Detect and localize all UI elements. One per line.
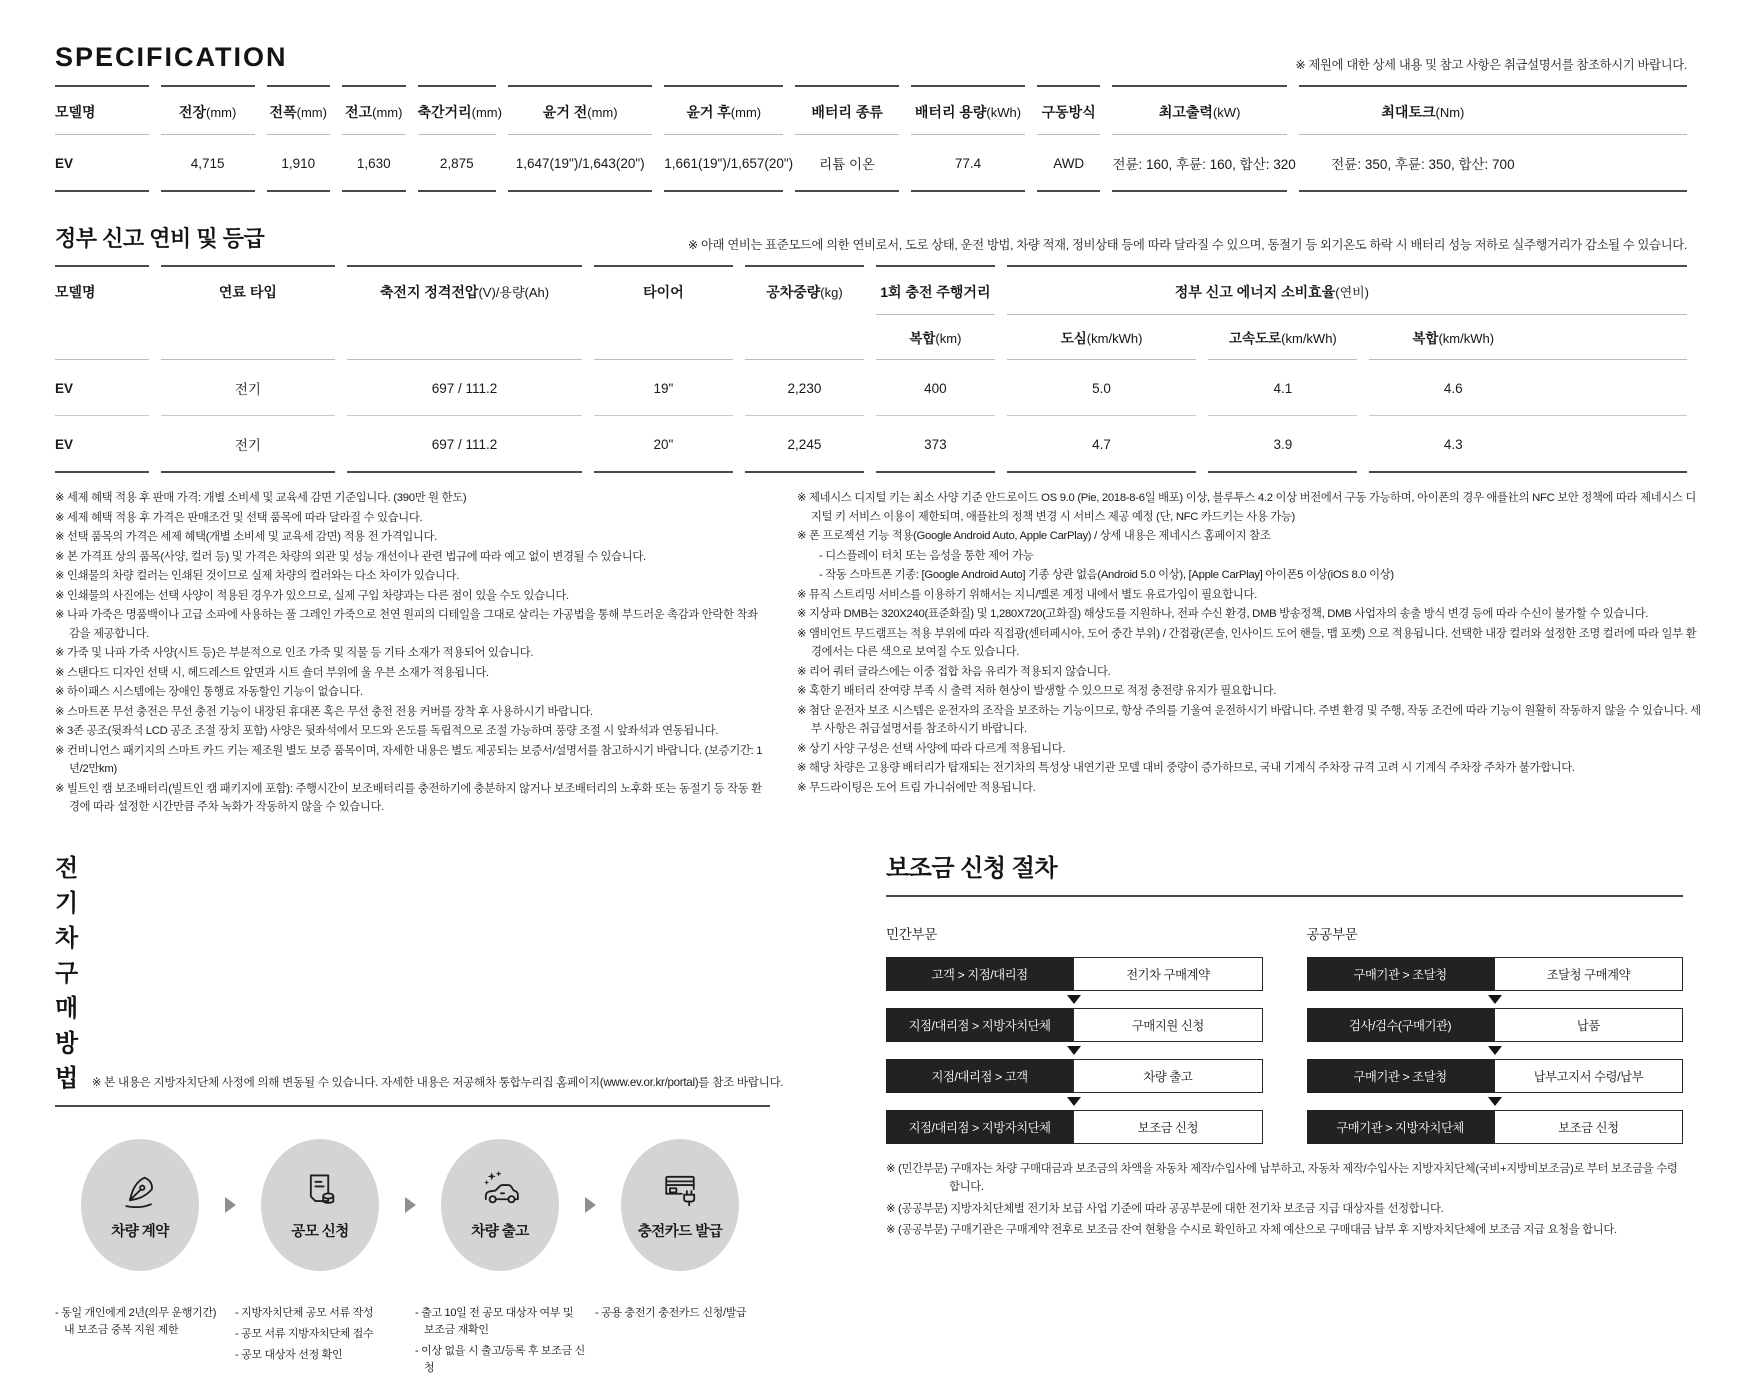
footnote: ※ 해당 차량은 고용량 배터리가 탑재되는 전기차의 특성상 내연기관 모델 대비 중량이 증가하므로, 국내 기계식 주차장 규격 고려 시 기계식 주차장 주차가 불가합니다. xyxy=(797,762,1575,775)
flow-action: 보조금 신청 xyxy=(1494,1110,1683,1144)
footnote: ※ 리어 쿼터 글라스에는 이중 접합 차음 유리가 적용되지 않습니다. xyxy=(797,665,1111,678)
footnote: ※ (공공부문) 지방자치단체별 전기차 보급 사업 기준에 따라 공공부문에 대한 전기차 보조금 지급 대상자를 선정합니다. xyxy=(886,1202,1444,1215)
cell-drivetrain: AWD xyxy=(1037,135,1101,192)
cell-eff-combined: 4.3 xyxy=(1369,416,1687,473)
footnote: ※ 세제 혜택 적용 후 가격은 판매조건 및 선택 품목에 따라 달라질 수 있습니다. xyxy=(55,511,423,524)
step-circle xyxy=(261,1139,379,1271)
subsidy-title: 보조금 신청 절차 xyxy=(886,854,1058,882)
footnote: ※ (민간부문) 구매자는 차량 구매대금과 보조금의 차액을 자동차 제작/수입사에 납부하고, 자동차 제작/수입사는 지방자치단체(국비+지방비보조금)로 부터 보조금을 수령합니다. xyxy=(886,1162,1678,1194)
col-model: 모델명 xyxy=(55,265,149,360)
arrow-right-icon xyxy=(405,1139,415,1213)
step-label: 차량 계약 xyxy=(111,1223,169,1240)
subsidy-flows xyxy=(886,923,1683,1144)
cell-model: EV xyxy=(55,416,149,473)
flow-actor: 구매기관 > 조달청 xyxy=(1307,1059,1494,1093)
cell-max-power: 전륜: 160, 후륜: 160, 합산: 320 xyxy=(1112,135,1286,192)
flow-action: 구매지원 신청 xyxy=(1073,1008,1262,1042)
cell-fuel-type: 전기 xyxy=(161,416,335,473)
purchase-step-details xyxy=(55,1305,770,1381)
subsidy-notes xyxy=(886,1160,1683,1240)
step-detail-apply xyxy=(235,1305,405,1381)
footnote: ※ 스마트폰 무선 충전은 무선 충전 기능이 내장된 휴대폰 혹은 무선 충전 전용 커버를 장착 후 사용하시기 바랍니다. xyxy=(55,705,593,718)
footnote: ※ 3존 공조(뒷좌석 LCD 공조 조절 장치 포함) 사양은 뒷좌석에서 모드와 온도를 독립적으로 조절 가능하며 풍량 조절 시 앞좌석과 연동됩니다. xyxy=(55,725,719,738)
col-max-power: 최고출력(kW) xyxy=(1112,85,1286,135)
flow-action: 보조금 신청 xyxy=(1073,1110,1262,1144)
arrow-down-icon xyxy=(1067,995,1081,1004)
flow-actor: 고객 > 지점/대리점 xyxy=(886,957,1073,991)
col-height: 전고(mm) xyxy=(342,85,406,135)
col-track-rear: 윤거 후(mm) xyxy=(664,85,783,135)
cell-model: EV xyxy=(55,135,149,192)
col-range-combined: 복합(km) xyxy=(876,315,995,360)
footnote: ※ 제네시스 디지털 키는 최소 사양 기준 안드로이드 OS 9.0 (Pie, 2018-8-6일 배포) 이상, 블루투스 4.2 이상 버전에서 구동 가능하며, 아이폰의 경우 애플社의 NFC 보안 정책에 따라 제네시스 디지털 키 서비스 이용이 제한되며, 애플社의 정책 변경 시 서비스 제공 예정 (단, NFC 카드키는 사용 가능) xyxy=(797,492,1696,523)
flow-row xyxy=(1307,957,1684,991)
step-detail-charge-card xyxy=(595,1305,765,1381)
col-max-torque: 최대토크(Nm) xyxy=(1299,85,1687,135)
cell-battery-capacity: 77.4 xyxy=(911,135,1025,192)
col-eff-highway: 고속도로(km/kWh) xyxy=(1208,315,1357,360)
spec-header xyxy=(55,42,1687,73)
step-label: 충전카드 발급 xyxy=(637,1223,723,1240)
table-row xyxy=(55,135,1687,192)
arrow-right-icon xyxy=(225,1139,235,1213)
footnote: ※ 폰 프로젝션 기능 적용(Google Android Auto, Apple CarPlay) / 상세 내용은 제네시스 홈페이지 참조 xyxy=(797,530,1271,543)
fuel-table xyxy=(43,265,1699,473)
cell-eff-city: 5.0 xyxy=(1007,360,1196,416)
purchase-header xyxy=(55,848,784,1093)
cell-eff-highway: 3.9 xyxy=(1208,416,1357,473)
flow-row xyxy=(886,1110,1263,1144)
detail-item: - 출고 10일 전 공모 대상자 여부 및 보조금 재확인 xyxy=(415,1306,574,1336)
cell-range: 400 xyxy=(876,360,995,416)
flow-action: 납부고지서 수령/납부 xyxy=(1494,1059,1683,1093)
footnote: ※ 뮤직 스트리밍 서비스를 이용하기 위해서는 지니/멜론 계정 내에서 별도 유료가입이 필요합니다. xyxy=(797,588,1257,601)
footnote: ※ 지상파 DMB는 320X240(표준화질) 및 1,280X720(고화질) 해상도를 지원하나, 전파 수신 환경, DMB 방송정책, DMB 사업자의 송출 방식 변경 등에 따라 수신이 불가할 수 있습니다. xyxy=(797,608,1649,621)
footnote: - 디스플레이 터치 또는 음성을 통한 제어 가능 xyxy=(819,549,1034,562)
detail-item: - 공모 대상자 선정 확인 xyxy=(235,1348,343,1361)
footnote: ※ 본 가격표 상의 품목(사양, 컬러 등) 및 가격은 차량의 외관 및 성능 개선이나 관련 법규에 따라 예고 없이 변경될 수 있습니다. xyxy=(55,550,646,563)
footnotes-left xyxy=(55,489,767,818)
footnote: ※ 첨단 운전자 보조 시스템은 운전자의 조작을 보조하는 기능이므로, 항상 주의를 기울여 운전하시기 바랍니다. 주변 환경 및 주행, 작동 조건에 따라 기능이 원활히 작동하지 않을 수 있습니다. 세부 사항은 취급설명서를 참조하시기 바랍니다. xyxy=(797,704,1701,736)
step-delivery xyxy=(415,1139,585,1271)
bottom-sections xyxy=(55,848,1687,1381)
col-eff-combined: 복합(km/kWh) xyxy=(1369,315,1687,360)
table-row xyxy=(55,416,1687,473)
divider xyxy=(55,1105,770,1107)
step-detail-delivery xyxy=(415,1305,585,1381)
footnote: ※ 선택 품목의 가격은 세제 혜택(개별 소비세 및 교육세 감면) 적용 전 가격입니다. xyxy=(55,531,437,544)
flow-row xyxy=(1307,1110,1684,1144)
cell-tire: 20" xyxy=(594,416,733,473)
col-tire: 타이어 xyxy=(594,265,733,360)
footnote: ※ 컨비니언스 패키지의 스마트 카드 키는 제조원 별도 보증 품목이며, 자세한 내용은 별도 제공되는 보증서/설명서를 참고하시기 바랍니다. (보증기간: 1년/2만km) xyxy=(55,744,763,776)
arrow-down-icon xyxy=(1488,1046,1502,1055)
footnote: ※ 앰비언트 무드램프는 적용 부위에 따라 직접광(센터페시아, 도어 중간 부위) / 간접광(콘솔, 인사이드 도어 핸들, 맵 포켓) 으로 적용됩니다. 선택한 내장 컬러와 설정한 조명 컬러에 따라 일부 환경에서는 다른 색으로 보여질 수도 있습니다. xyxy=(797,627,1697,659)
footnotes xyxy=(55,489,1701,818)
col-wheelbase: 축간거리(mm) xyxy=(418,85,497,135)
col-battery-type: 배터리 종류 xyxy=(795,85,899,135)
step-contract xyxy=(55,1139,225,1271)
col-width: 전폭(mm) xyxy=(267,85,331,135)
arrow-down-icon xyxy=(1488,995,1502,1004)
footnote: ※ 혹한기 배터리 잔여량 부족 시 출력 저하 현상이 발생할 수 있으므로 적정 충전량 유지가 필요합니다. xyxy=(797,685,1277,698)
col-drivetrain: 구동방식 xyxy=(1037,85,1101,135)
step-circle xyxy=(81,1139,199,1271)
footnote: - 작동 스마트폰 기종: [Google Android Auto] 기종 상관 없음(Android 5.0 이상), [Apple CarPlay] 아이폰5 이상(iOS 8.0 이상) xyxy=(819,569,1394,582)
step-circle xyxy=(441,1139,559,1271)
fuel-title: 정부 신고 연비 및 등급 xyxy=(55,226,265,251)
flow-action: 차량 출고 xyxy=(1073,1059,1262,1093)
cell-curb-weight: 2,230 xyxy=(745,360,864,416)
subsidy-header xyxy=(886,848,1683,883)
step-circle xyxy=(621,1139,739,1271)
detail-item: - 동일 개인에게 2년(의무 운행기간) 내 보조금 중복 지원 제한 xyxy=(55,1306,217,1336)
fuel-table-wrap xyxy=(43,265,1699,473)
purchase-title: 전기차 구매방법 xyxy=(55,854,78,1092)
flow-action: 조달청 구매계약 xyxy=(1494,957,1683,991)
flow-actor: 지점/대리점 > 지방자치단체 xyxy=(886,1110,1073,1144)
step-detail-contract xyxy=(55,1305,225,1381)
flow-row xyxy=(886,957,1263,991)
arrow-down-icon xyxy=(1488,1097,1502,1106)
col-track-front: 윤거 전(mm) xyxy=(508,85,652,135)
cell-length: 4,715 xyxy=(161,135,255,192)
footnote: ※ 세제 혜택 적용 후 판매 가격: 개별 소비세 및 교육세 감면 기준입니다. (390만 원 한도) xyxy=(55,492,467,504)
purchase-note: ※ 본 내용은 지방자치단체 사정에 의해 변동될 수 있습니다. 자세한 내용은 저공해차 통합누리집 홈페이지(www.ev.or.kr/portal)를 참조 바랍니다. xyxy=(91,1075,784,1089)
fuel-header-row1 xyxy=(55,265,1687,315)
flow-row xyxy=(886,1059,1263,1093)
cell-curb-weight: 2,245 xyxy=(745,416,864,473)
flow-action: 전기차 구매계약 xyxy=(1073,957,1262,991)
cell-battery-voltage: 697 / 111.2 xyxy=(347,360,582,416)
cell-width: 1,910 xyxy=(267,135,331,192)
flow-actor: 지점/대리점 > 지방자치단체 xyxy=(886,1008,1073,1042)
detail-item: - 공모 서류 지방자치단체 접수 xyxy=(235,1327,374,1340)
cell-eff-highway: 4.1 xyxy=(1208,360,1357,416)
footnote: ※ 하이패스 시스템에는 장애인 통행료 자동할인 기능이 없습니다. xyxy=(55,686,363,699)
cell-battery-type: 리튬 이온 xyxy=(795,135,899,192)
fuel-note: ※ 아래 연비는 표준모드에 의한 연비로서, 도로 상태, 운전 방법, 차량 적재, 정비상태 등에 따라 달라질 수 있으며, 동절기 등 외기온도 하락 시 배터리 성능 저하로 실주행거리가 감소될 수 있습니다. xyxy=(687,238,1687,252)
divider xyxy=(886,895,1683,897)
flow-actor: 검사/검수(구매기관) xyxy=(1307,1008,1494,1042)
cell-range: 373 xyxy=(876,416,995,473)
cell-track-rear: 1,661(19")/1,657(20") xyxy=(664,135,783,192)
step-charge-card xyxy=(595,1139,765,1271)
private-flow xyxy=(886,923,1263,1144)
charge-card-icon xyxy=(658,1169,702,1213)
footnote: ※ 무드라이팅은 도어 트림 가니쉬에만 적용됩니다. xyxy=(797,781,1036,794)
flow-row xyxy=(1307,1059,1684,1093)
table-row xyxy=(55,360,1687,416)
pen-icon xyxy=(118,1169,162,1213)
fuel-header xyxy=(55,222,1687,253)
cell-model: EV xyxy=(55,360,149,416)
flow-actor: 구매기관 > 지방자치단체 xyxy=(1307,1110,1494,1144)
col-length: 전장(mm) xyxy=(161,85,255,135)
footnote: ※ 상기 사양 구성은 선택 사양에 따라 다르게 적용됩니다. xyxy=(797,742,1066,755)
arrow-down-icon xyxy=(1067,1097,1081,1106)
spec-note: ※ 제원에 대한 상세 내용 및 참고 사항은 취급설명서를 참조하시기 바랍니다. xyxy=(1295,58,1687,72)
step-label: 차량 출고 xyxy=(471,1223,529,1240)
spec-header-row xyxy=(55,85,1687,135)
flow-action: 납품 xyxy=(1494,1008,1683,1042)
cell-track-front: 1,647(19")/1,643(20") xyxy=(508,135,652,192)
detail-item: - 이상 없을 시 출고/등록 후 보조금 신청 xyxy=(415,1344,585,1374)
step-label: 공모 신청 xyxy=(291,1223,349,1240)
col-curb-weight: 공차중량(kg) xyxy=(745,265,864,360)
cell-eff-city: 4.7 xyxy=(1007,416,1196,473)
footnote: ※ 가죽 및 나파 가죽 사양(시트 등)은 부분적으로 인조 가죽 및 직물 등 기타 소재가 적용되어 있습니다. xyxy=(55,647,534,660)
cell-tire: 19" xyxy=(594,360,733,416)
col-range-group: 1회 충전 주행거리 xyxy=(876,265,995,315)
col-model: 모델명 xyxy=(55,85,149,135)
public-flow xyxy=(1307,923,1684,1144)
detail-item: - 지방자치단체 공모 서류 작성 xyxy=(235,1306,374,1319)
spec-table xyxy=(43,85,1699,192)
col-efficiency-group: 정부 신고 에너지 소비효율(연비) xyxy=(1007,265,1687,315)
detail-item: - 공용 충전기 충전카드 신청/발급 xyxy=(595,1306,747,1319)
cell-eff-combined: 4.6 xyxy=(1369,360,1687,416)
footnote: ※ 인쇄물의 사진에는 선택 사양이 적용된 경우가 있으므로, 실제 구입 차량과는 다른 점이 있을 수도 있습니다. xyxy=(55,589,569,602)
flow-row xyxy=(886,1008,1263,1042)
arrow-right-icon xyxy=(585,1139,595,1213)
ev-purchase-section xyxy=(55,848,784,1381)
private-label: 민간부문 xyxy=(886,926,937,942)
footnote: ※ 스탠다드 디자인 선택 시, 헤드레스트 앞면과 시트 숄더 부위에 울 우븐 소재가 적용됩니다. xyxy=(55,666,489,679)
cell-wheelbase: 2,875 xyxy=(418,135,497,192)
cell-height: 1,630 xyxy=(342,135,406,192)
public-label: 공공부문 xyxy=(1306,926,1358,942)
flow-actor: 지점/대리점 > 고객 xyxy=(886,1059,1073,1093)
col-battery-capacity: 배터리 용량(kWh) xyxy=(911,85,1025,135)
spec-table-wrap xyxy=(43,85,1699,192)
footnotes-right xyxy=(797,489,1702,818)
car-ready-icon xyxy=(478,1169,522,1213)
step-apply xyxy=(235,1139,405,1271)
cell-fuel-type: 전기 xyxy=(161,360,335,416)
footnote: ※ 나파 가죽은 명품백이나 고급 소파에 사용하는 풀 그레인 가죽으로 천연 원피의 디테일을 그대로 살리는 가공법을 통해 부드러운 촉감과 안락한 착좌감을 제공합니다. xyxy=(55,609,758,640)
col-fuel-type: 연료 타입 xyxy=(161,265,335,360)
footnote: ※ 빌트인 캠 보조배터리(빌트인 캠 패키지에 포함): 주행시간이 보조배터리를 충전하기에 충분하지 않거나 보조배터리의 노후화 또는 동절기 등 작동 환경에 따라 설정한 시간만큼 주차 녹화가 작동하지 않을 수 있습니다. xyxy=(55,782,762,814)
subsidy-section xyxy=(886,848,1683,1381)
footnote: ※ 인쇄물의 차량 컬러는 인쇄된 것이므로 실제 차량의 컬러와는 다소 차이가 있습니다. xyxy=(55,570,460,583)
purchase-steps xyxy=(55,1139,770,1271)
flow-actor: 구매기관 > 조달청 xyxy=(1307,957,1494,991)
flow-row xyxy=(1307,1008,1684,1042)
page-title: SPECIFICATION xyxy=(55,42,288,72)
arrow-down-icon xyxy=(1067,1046,1081,1055)
col-battery-voltage: 축전지 정격전압(V)/용량(Ah) xyxy=(347,265,582,360)
cell-battery-voltage: 697 / 111.2 xyxy=(347,416,582,473)
application-doc-icon xyxy=(298,1169,342,1213)
cell-max-torque: 전륜: 350, 후륜: 350, 합산: 700 xyxy=(1299,135,1687,192)
footnote: ※ (공공부문) 구매기관은 구매계약 전후로 보조금 잔여 현황을 수시로 확인하고 자체 예산으로 구매대금 납부 후 지방자치단체에 보조금 지급 요청을 합니다. xyxy=(886,1224,1617,1237)
col-eff-city: 도심(km/kWh) xyxy=(1007,315,1196,360)
